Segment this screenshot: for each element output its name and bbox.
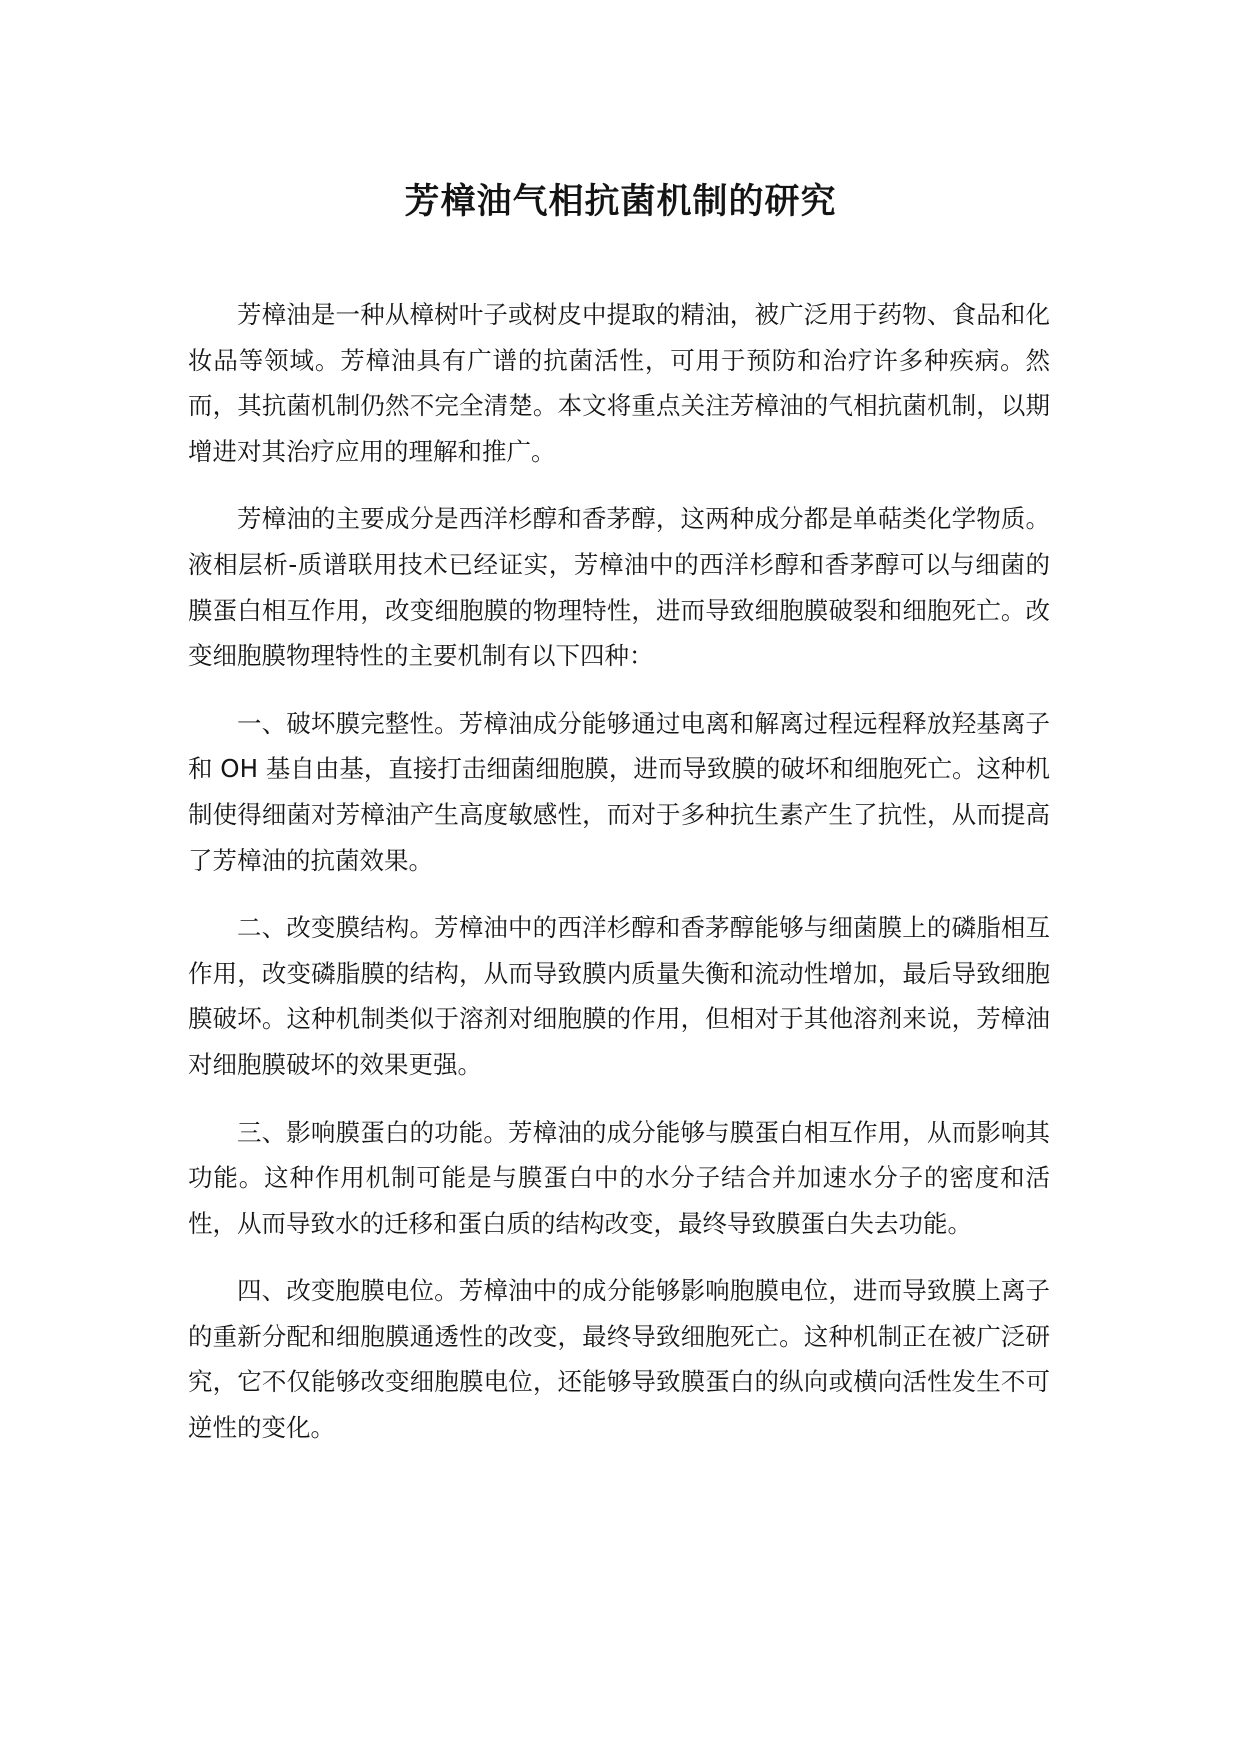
paragraph-mechanism-3: 三、影响膜蛋白的功能。芳樟油的成分能够与膜蛋白相互作用，从而影响其功能。这种作用机制可能是与膜蛋白中的水分子结合并加速水分子的密度和活性，从而导致水的迁移和蛋白质的结构改变，最终导致膜蛋白失去功能。: [188, 1117, 1050, 1238]
paragraph-mechanism-1: 一、破坏膜完整性。芳樟油成分能够通过电离和解离过程远程释放羟基离子和 OH 基自由基，直接打击细菌细胞膜，进而导致膜的破坏和细胞死亡。这种机制使得细菌对芳樟油产生高度敏感性，而对于多种抗生素产生了抗性，从而提高了芳樟油的抗菌效果。: [188, 708, 1050, 875]
paragraph-main-components: 芳樟油的主要成分是西洋杉醇和香茅醇，这两种成分都是单萜类化学物质。液相层析-质谱联用技术已经证实，芳樟油中的西洋杉醇和香茅醇可以与细菌的膜蛋白相互作用，改变细胞膜的物理特性，进而导致细胞膜破裂和细胞死亡。改变细胞膜物理特性的主要机制有以下四种：: [188, 504, 1050, 671]
paragraph-intro: 芳樟油是一种从樟树叶子或树皮中提取的精油，被广泛用于药物、食品和化妆品等领域。芳樟油具有广谱的抗菌活性，可用于预防和治疗许多种疾病。然而，其抗菌机制仍然不完全清楚。本文将重点关注芳樟油的气相抗菌机制，以期增进对其治疗应用的理解和推广。: [188, 300, 1050, 466]
document-body: [188, 292, 1050, 1473]
paragraph-mechanism-2: 二、改变膜结构。芳樟油中的西洋杉醇和香茅醇能够与细菌膜上的磷脂相互作用，改变磷脂膜的结构，从而导致膜内质量失衡和流动性增加，最后导致细胞膜破坏。这种机制类似于溶剂对细胞膜的作用，但相对于其他溶剂来说，芳樟油对细胞膜破坏的效果更强。: [188, 913, 1050, 1079]
document-title: 芳樟油气相抗菌机制的研究: [404, 182, 837, 222]
paragraph-mechanism-4: 四、改变胞膜电位。芳樟油中的成分能够影响胞膜电位，进而导致膜上离子的重新分配和细胞膜通透性的改变，最终导致细胞死亡。这种机制正在被广泛研究，它不仅能够改变细胞膜电位，还能够导致膜蛋白的纵向或横向活性发生不可逆性的变化。: [188, 1276, 1050, 1443]
